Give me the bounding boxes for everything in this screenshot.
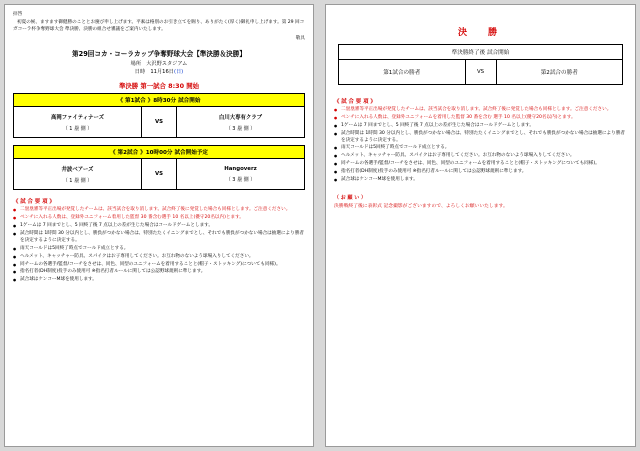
date-day: (日) <box>173 69 184 76</box>
match-2-header: 《 第2試合 》10時00分 試合開始予定 <box>14 146 304 159</box>
left-notes-title: 《 試 合 要 項 》 <box>13 199 55 206</box>
note-item: ● 同チームの各選手/監督/コーチをさせは、同色、同型のユニフォームを着用することと(帽子・ストッキング)についても同様)。 <box>13 262 305 269</box>
match-2-vs: VS <box>141 159 177 189</box>
right-page <box>325 4 636 447</box>
match-1-vs: VS <box>141 107 177 137</box>
closing-block <box>334 194 627 210</box>
left-notes-list <box>13 207 305 284</box>
note-item: ● 指名打者(DH制度)投手のみ使用可 ※指名打者ルールに関しては公認野球規則に準じます。 <box>334 169 627 176</box>
final-header: 準決勝終了後 試合開始 <box>339 45 622 60</box>
date-text: 日時 11月16日 <box>134 69 174 76</box>
closing-title: （ お 願 い ） <box>334 194 366 201</box>
left-notes <box>13 197 305 284</box>
note-item: ● 試合時間は 1時間 30 分以内とし、勝負がつかない場合は、特別たたくイニングまでとし、それでも勝負がつかない場合は抽選により勝者を決定するように決定する。 <box>13 231 305 245</box>
note-item: ● ヘルメット、キャッチャー防具、スパイクはお子専用してください。お互れ物のないよう球場入りしてください。 <box>13 254 305 261</box>
match-box-1 <box>13 93 305 138</box>
note-item: ● 1ゲームは 7 回までとし、5 回終了後 7 点以上の差が生じた場合はコールドゲームとします。 <box>334 123 627 130</box>
match-2-team-2 <box>177 159 304 189</box>
greeting-heading: 拝啓 <box>13 12 23 17</box>
match-1-team-1 <box>14 107 141 137</box>
right-notes-list <box>334 107 627 184</box>
final-vs: VS <box>465 60 497 84</box>
match-2-team-2-name: Hangoverz <box>224 165 257 172</box>
closing-text: 決勝戦終了後に表彰式 記念撮影がございますので、よろしくお願いいたします。 <box>334 203 508 209</box>
note-item: ● ヘルメット、キャッチャー防具、スパイクはお子専用してください。お互れ物のないよう球場入りしてください。 <box>334 153 627 160</box>
match-1-team-2-name: 白川大専有クラブ <box>218 114 263 121</box>
final-heading: 決 勝 <box>457 28 503 38</box>
note-item: ● 同チームの各選手/監督/コーチをさせは、同色、同型のユニフォームを着用することと(帽子・ストッキングについても同様)。 <box>334 161 627 168</box>
note-item: ● 雨天コールドは5回終了時点でコールド成立とする。 <box>13 246 305 253</box>
match-1-team-1-name: 高岡ファイティナーズ <box>50 114 105 121</box>
final-team-1: 第1試合の勝者 <box>383 70 421 76</box>
note-item: ● 雨天コールドは5回終了時点でコールド成立とする。 <box>334 145 627 152</box>
note-item: ● 試合時間は 1時間 30 分以内とし、勝負がつかない場合は、特別たたくイニングまでとし、それでも勝負がつかない場合は抽選により勝者を決定するように決定する。 <box>334 131 627 145</box>
note-item: ● ベンチに入れる人数は、登録外ユニフォームを着用した監督 30 番を含む 選手 10 名以上(優守20名以内)とます。 <box>334 115 627 122</box>
venue-line: 場所 大沢野スタジアム <box>130 61 188 68</box>
match-2-team-1-name: 井波ベアーズ <box>61 166 94 173</box>
note-item: ● 試合球はケンコーM球を使用します。 <box>13 277 305 284</box>
note-item: ● 二塁塁審等平正出場が発覚したチームは、該当試合を取り消します。試合終了後に発覚した場合も同様とします。ご注意ください。 <box>334 107 627 114</box>
final-box <box>338 44 623 85</box>
note-item: ● 1ゲームは 7 回までとし、5 回終了後 7 点以上の差が生じた場合はコールドゲームとします。 <box>13 223 305 230</box>
final-team-2: 第2試合の勝者 <box>540 70 578 76</box>
match-1-team-2 <box>177 107 304 137</box>
match-2-team-2-side: （ 3 塁 側 ） <box>225 176 256 183</box>
page-title: 第29回コカ・コーラカップ争奪野球大会【準決勝＆決勝】 <box>72 50 246 59</box>
semifinal-heading: 準決勝 第一試合 8:30 開始 <box>118 82 200 91</box>
match-2-team-1-side: （ 1 塁 側 ） <box>62 177 93 184</box>
left-page <box>4 4 314 447</box>
right-notes <box>334 97 627 184</box>
note-item: ● 二塁塁審等平正出場が発覚したチームは、該当試合を取り消します。試合終了後に発覚した場合も同様とします。ご注意ください。 <box>13 207 305 214</box>
match-1-team-2-side: （ 3 塁 側 ） <box>225 125 256 132</box>
right-notes-title: 《 試 合 要 項 》 <box>334 99 376 105</box>
match-1-header: 《 第1試合 》8時30分 試合開始 <box>14 94 304 107</box>
greeting-block <box>13 11 305 33</box>
note-item: ● ベンチに入れる人数は、登録外ユニフォーム着用した監督 30 番含む選手 10 名以上(優守20名以内)とます。 <box>13 215 305 222</box>
date-line <box>13 68 305 75</box>
greeting-signature: 敬具 <box>295 36 305 42</box>
match-1-team-1-side: （ 1 塁 側 ） <box>62 125 93 132</box>
note-item: ● 試合球はケンコーM球を使用します。 <box>334 177 627 184</box>
greeting-body: 初夏の候、ますます御健勝のこととお慶び申し上げます。平素は格別のお引き立てを賜り、ありがたく(厚く)御礼申し上げます。第 29 回コガコーラ杯争奪野球大会 準決勝、決勝の組合せ審議をご案内いたします。 <box>13 20 305 33</box>
match-box-2 <box>13 145 305 190</box>
match-2-team-1 <box>14 159 141 189</box>
note-item: ● 指名打者(DH制度)投手のみ使用可 ※指名打者ルールに関しては公認野球規則に準じます。 <box>13 269 305 276</box>
